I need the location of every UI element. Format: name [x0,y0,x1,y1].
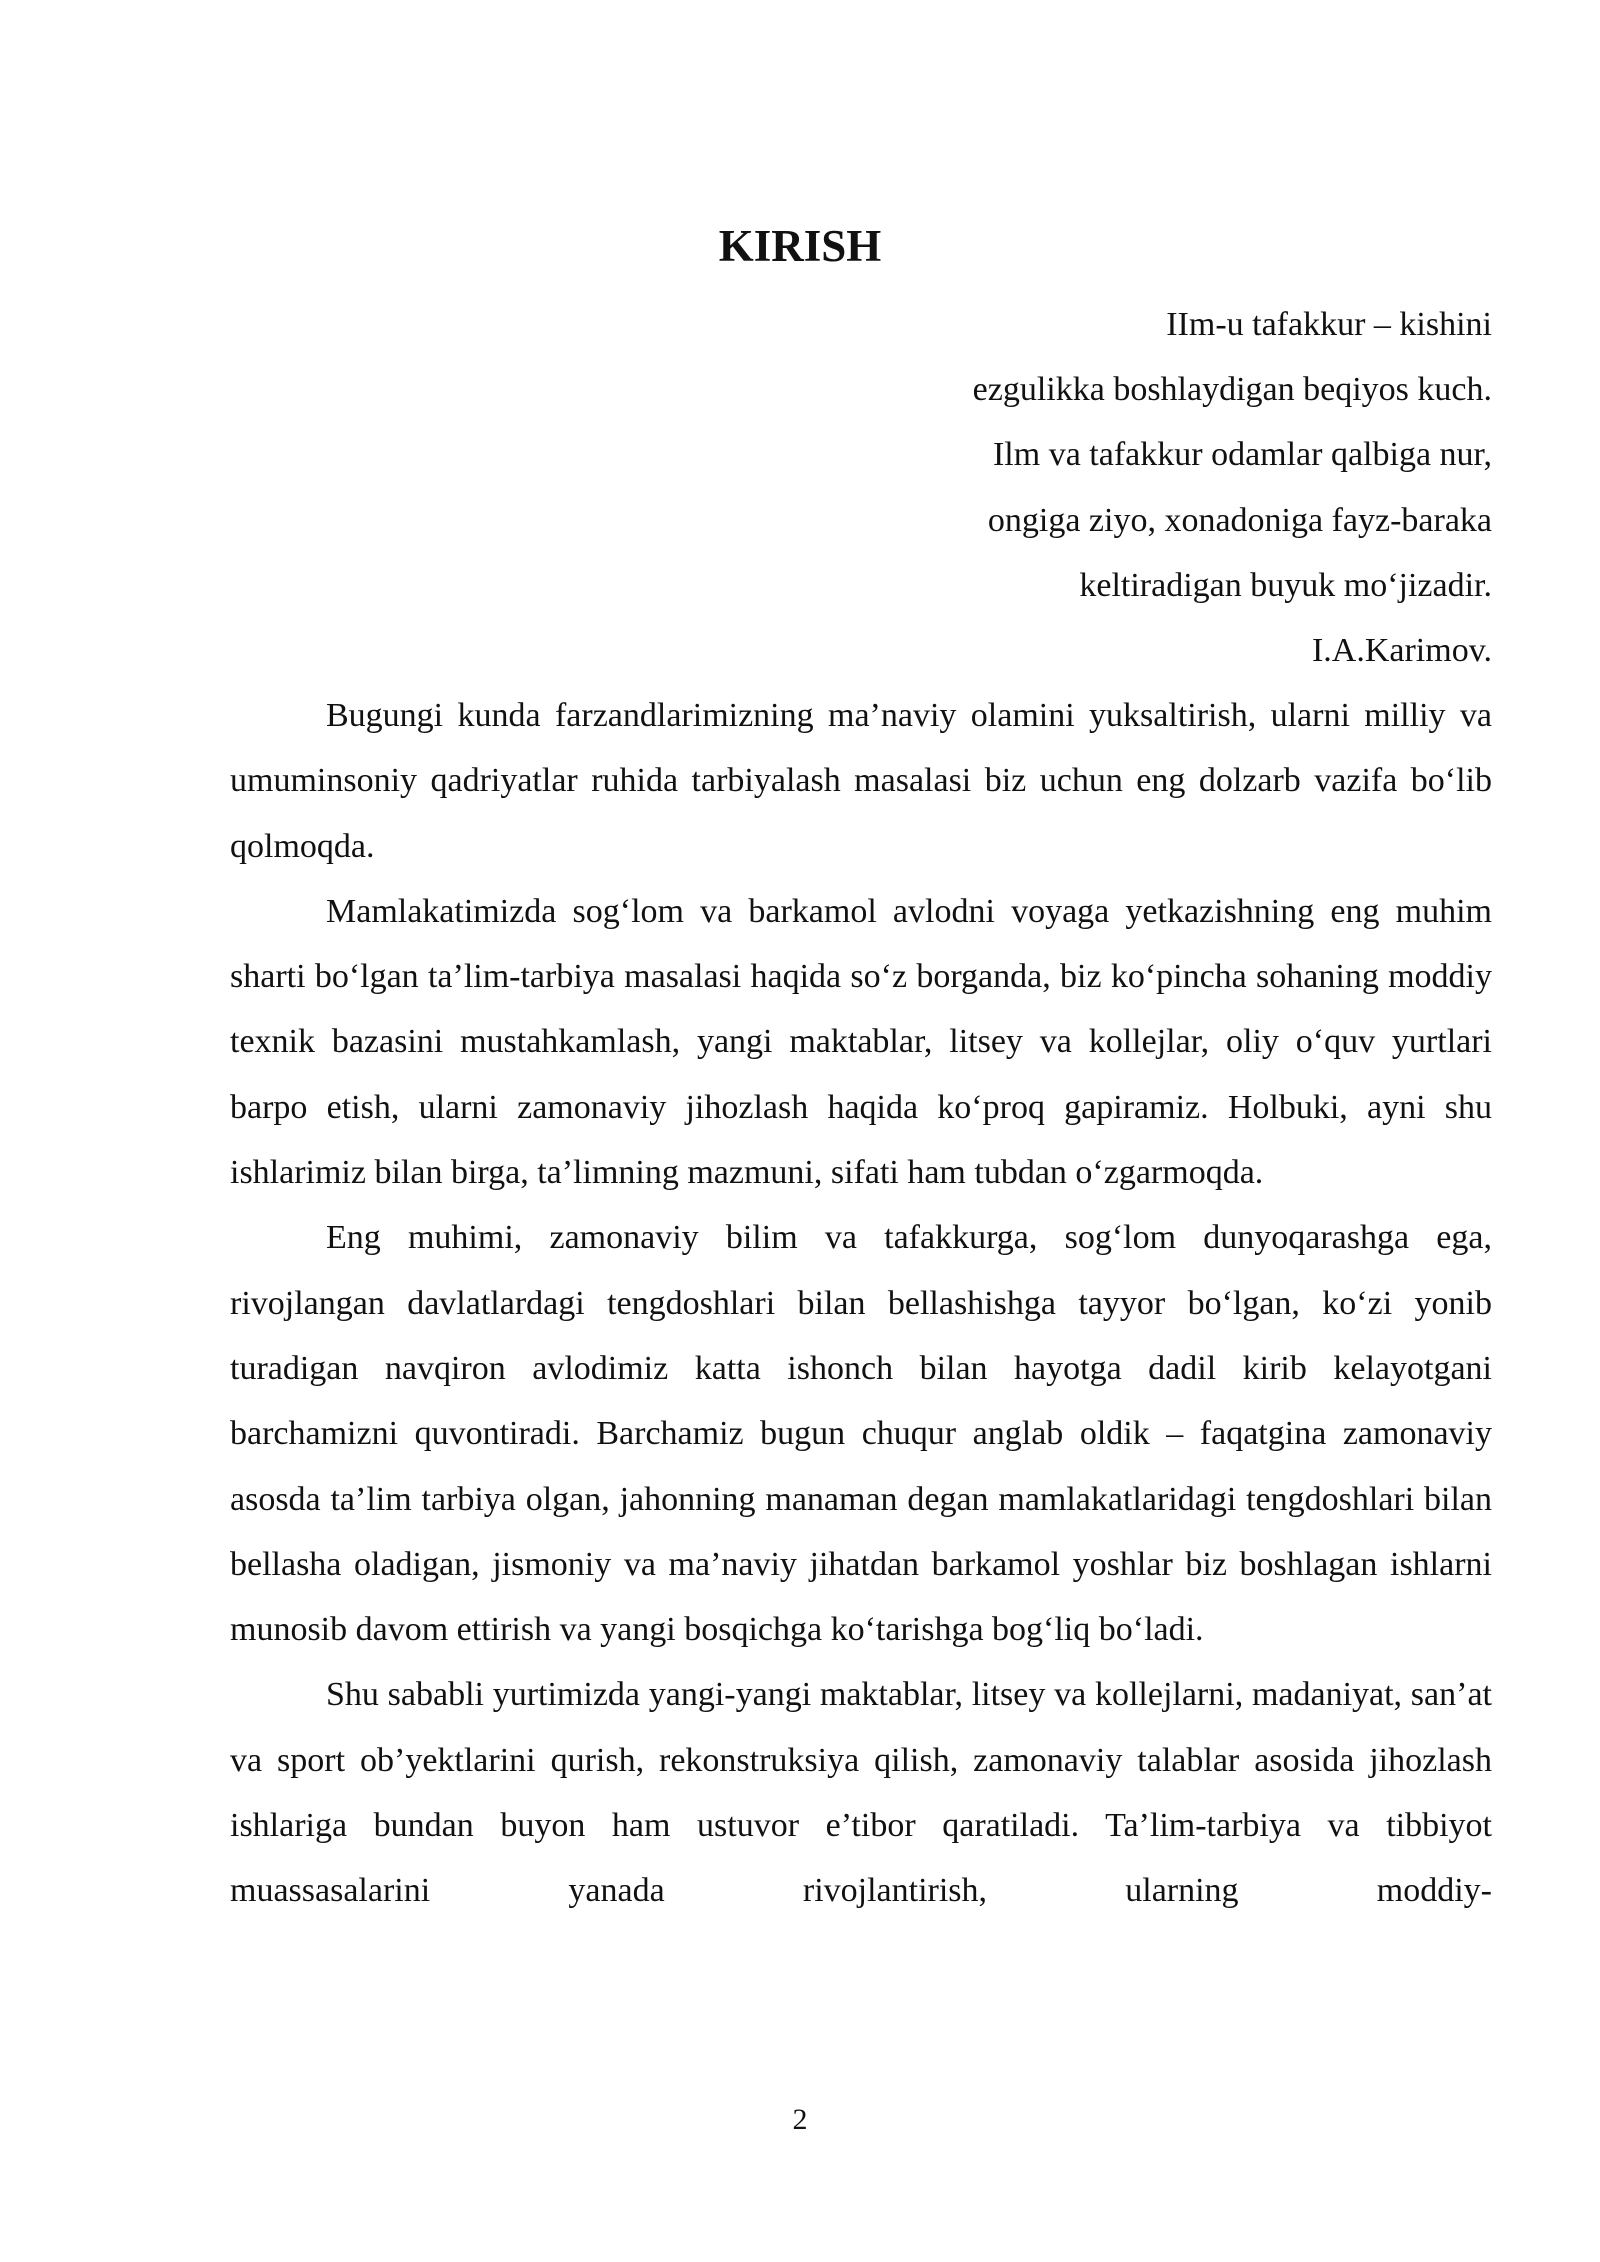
epigraph-line: ongiga ziyo, xonadoniga fayz-baraka [987,501,1492,539]
epigraph-author: I.A.Karimov. [1311,632,1492,670]
paragraph: Eng muhimi, zamonaviy bilim va tafakkurga, sog‘lom dunyoqarashga ega, rivojlangan davlatlardagi tengdoshlari bilan bellashishga tayyor bo‘lgan, ko‘zi yonib turadigan navqiron avlodimiz katta ishonch bilan hayotga dadil kirib kelayotgani barchamizni quvontiradi. Barchamiz bugun chuqur anglab oldik – faqatgina zamonaviy asosda ta’lim tarbiya olgan, jahonning manaman degan mamlakatlaridagi tengdoshlari bilan bellasha oladigan, jismoniy va ma’naviy jihatdan barkamol yoshlar biz boshlagan ishlarni munosib davom ettirish va yangi bosqichga ko‘tarishga bog‘liq bo‘ladi. [230,1219,1492,1649]
paragraph: Bugungi kunda farzandlarimizning ma’naviy olamini yuksaltirish, ularni milliy va umuminsoniy qadriyatlar ruhida tarbiyalash masalasi biz uchun eng dolzarb vazifa bo‘lib qolmoqda. [230,697,1492,865]
epigraph-line: ezgulikka boshlaydigan beqiyos kuch. [972,371,1492,409]
page-heading: KIRISH [718,221,882,271]
page-number: 2 [792,2103,808,2136]
paragraph: Shu sababli yurtimizda yangi-yangi maktablar, litsey va kollejlarni, madaniyat, san’at va sport ob’yektlarini qurish, rekonstruksiya qilish, zamonaviy talablar asosida jihozlash ishlariga bundan buyon ham ustuvor e’tibor qaratiladi. Ta’lim-tarbiya va tibbiyot muassasalarini yanada rivojlantirish, ularning moddiy- [230,1676,1492,1910]
epigraph [973,292,1492,683]
epigraph-line: Ilm va tafakkur odamlar qalbiga nur, [992,436,1492,474]
epigraph-line: keltiradigan buyuk mo‘jizadir. [1079,566,1492,604]
body-text [230,683,1492,1924]
epigraph-line: IIm-u tafakkur – kishini [1166,306,1492,343]
paragraph: Mamlakatimizda sog‘lom va barkamol avlodni voyaga yetkazishning eng muhim sharti bo‘lgan ta’lim-tarbiya masalasi haqida so‘z borganda, biz ko‘pincha sohaning moddiy texnik bazasini mustahkamlash, yangi maktablar, litsey va kollejlar, oliy o‘quv yurtlari barpo etish, ularni zamonaviy jihozlash haqida ko‘proq gapiramiz. Holbuki, ayni shu ishlarimiz bilan birga, ta’limning mazmuni, sifati ham tubdan o‘zgarmoqda. [230,892,1492,1192]
